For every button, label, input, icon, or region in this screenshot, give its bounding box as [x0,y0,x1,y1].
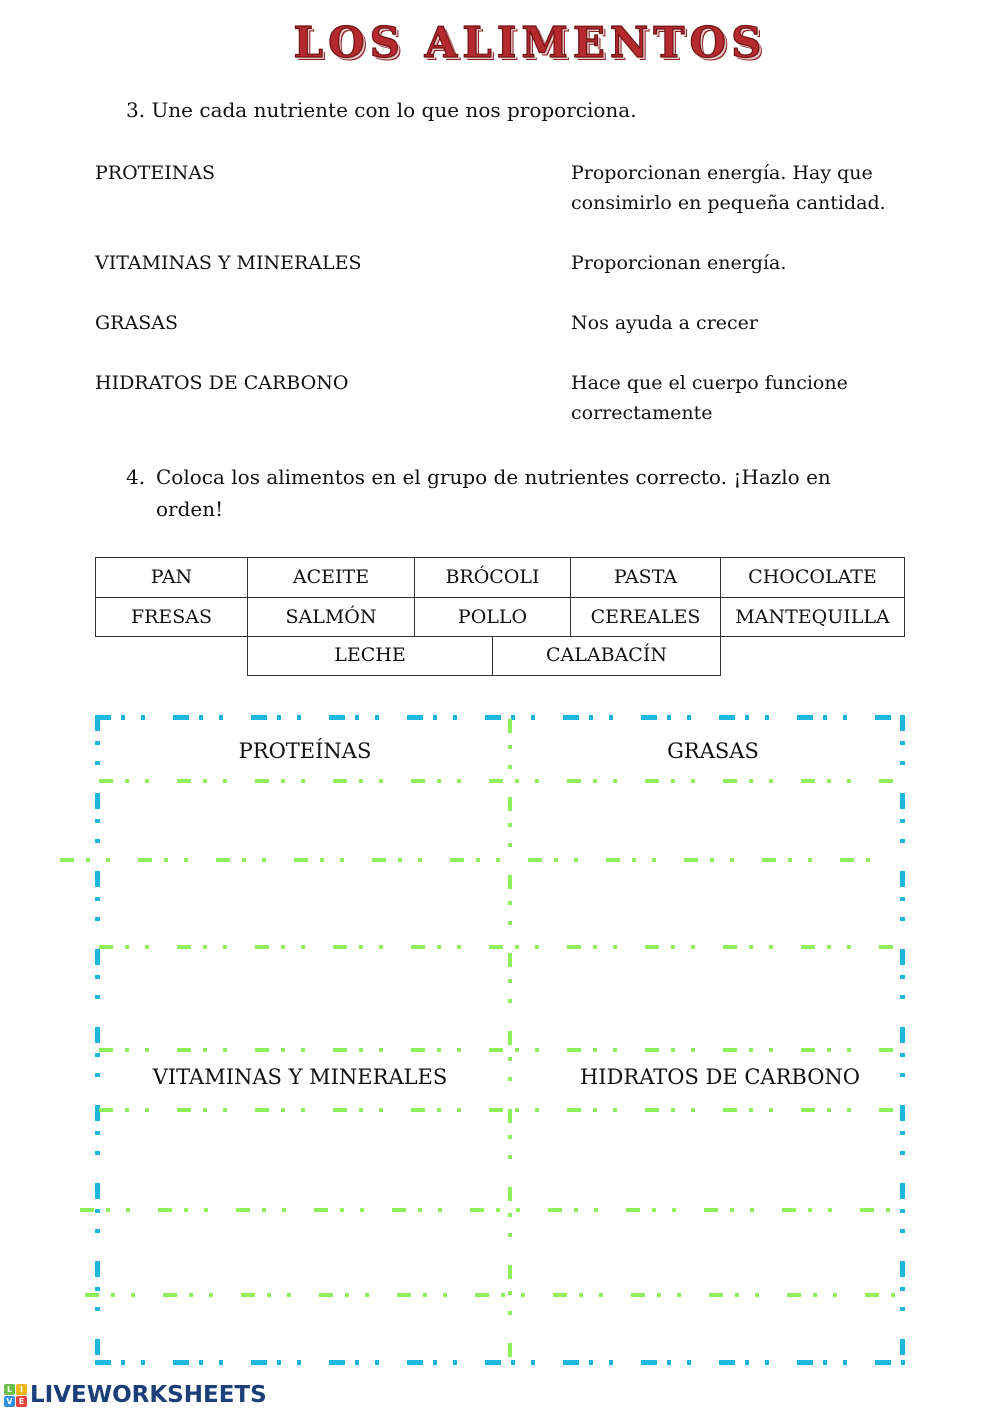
drop-slot-proteinas-3[interactable] [101,951,505,1046]
nutrient-item[interactable]: PROTEINAS [95,162,216,184]
live-blocks-icon [4,1384,27,1407]
logo-letter: I [16,1384,27,1395]
drop-slot-hidratos-1[interactable] [514,1114,898,1206]
frame-border-bottom [95,1360,905,1365]
drop-slot-proteinas-1[interactable] [101,785,505,857]
group-title-grasas: GRASAS [667,739,759,763]
row-divider [99,779,899,783]
description-item[interactable]: Nos ayuda a crecer [571,312,758,334]
liveworksheets-logo [4,1382,267,1408]
drop-slot-vitaminas-2[interactable] [101,1214,505,1291]
logo-letter: L [4,1384,15,1395]
drop-slot-vitaminas-1[interactable] [101,1114,505,1206]
nutrient-item[interactable]: HIDRATOS DE CARBONO [95,372,349,394]
food-item[interactable]: CALABACÍN [493,636,721,676]
food-row [96,558,905,598]
food-item[interactable]: PAN [96,558,248,598]
food-row [247,636,721,676]
food-item[interactable]: ACEITE [248,558,415,598]
food-item[interactable]: CEREALES [571,597,721,637]
worksheet-title: LOS ALIMENTOS [293,18,767,67]
food-item[interactable]: POLLO [415,597,571,637]
sorting-frame [95,715,905,1365]
description-item[interactable]: Proporcionan energía. [571,252,787,274]
frame-border-right [900,715,905,1365]
exercise-3-instruction: 3. Une cada nutriente con lo que nos proporciona. [126,98,637,122]
frame-border-left [95,715,100,1365]
drop-slot-hidratos-2[interactable] [514,1214,898,1291]
description-item[interactable]: Proporcionan energía. Hay que consimirlo en pequeña cantidad. [571,162,886,214]
food-item[interactable]: SALMÓN [248,597,415,637]
drop-slot-vitaminas-3[interactable] [101,1299,505,1358]
logo-text: LIVEWORKSHEETS [30,1382,267,1408]
exercise-4-instruction [126,461,886,525]
drop-slot-proteinas-2[interactable] [101,863,505,943]
drop-slot-grasas-3[interactable] [514,951,898,1046]
drop-slot-grasas-1[interactable] [514,785,898,857]
row-divider [99,1108,899,1112]
row-divider [60,858,870,862]
logo-letter: E [16,1396,27,1407]
exercise-number: 4. [126,465,146,489]
row-divider [80,1208,900,1212]
group-title-hidratos: HIDRATOS DE CARBONO [579,1065,861,1089]
group-title-vitaminas: VITAMINAS Y MINERALES [152,1065,448,1089]
nutrient-item[interactable]: GRASAS [95,312,178,334]
food-item[interactable]: CHOCOLATE [721,558,905,598]
food-bank-table [95,557,905,637]
row-divider [99,1048,899,1052]
food-item[interactable]: PASTA [571,558,721,598]
row-divider [99,945,899,949]
drop-slot-hidratos-3[interactable] [514,1299,898,1358]
logo-letter: V [4,1396,15,1407]
exercise-text: Coloca los alimentos en el grupo de nutrientes correcto. ¡Hazlo en orden! [156,465,831,521]
group-title-proteinas: PROTEÍNAS [238,739,372,763]
frame-center-divider [508,719,512,1361]
drop-slot-grasas-2[interactable] [514,863,898,943]
food-item[interactable]: MANTEQUILLA [721,597,905,637]
food-item[interactable]: LECHE [247,636,493,676]
frame-border-top [95,715,905,720]
food-row [96,597,905,637]
food-item[interactable]: BRÓCOLI [415,558,571,598]
nutrient-item[interactable]: VITAMINAS Y MINERALES [95,252,362,274]
row-divider [85,1293,900,1297]
food-item[interactable]: FRESAS [96,597,248,637]
description-item[interactable]: Hace que el cuerpo funcione correctamente [571,372,848,424]
